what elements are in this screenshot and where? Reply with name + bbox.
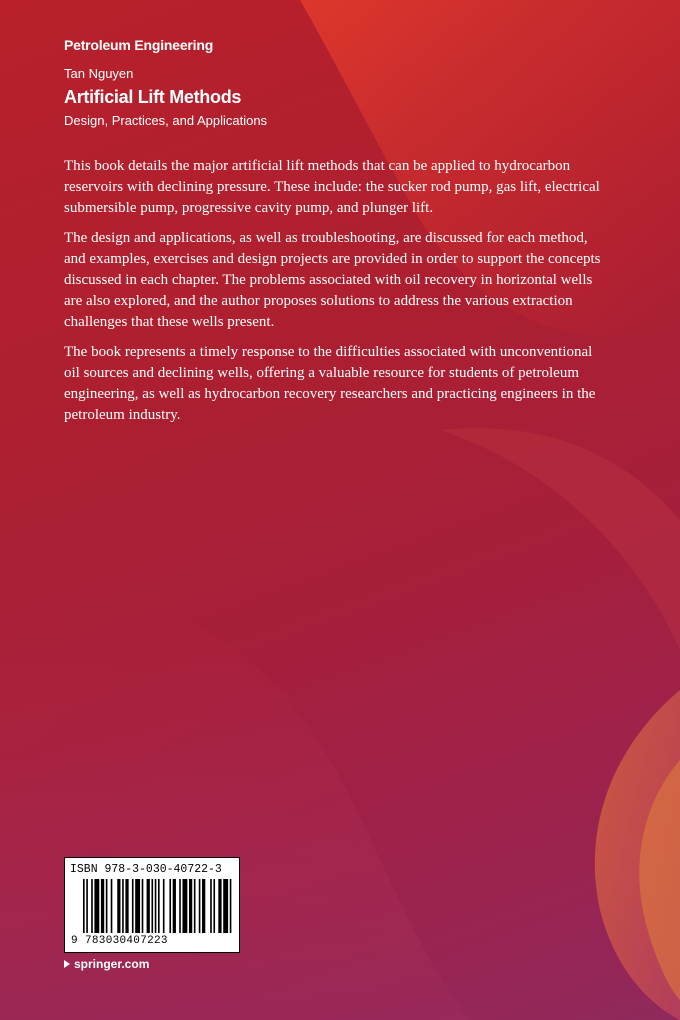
book-subtitle: Design, Practices, and Applications (64, 113, 268, 128)
barcode-bar (125, 879, 128, 933)
barcode-bar (169, 879, 171, 933)
barcode-digits: 783030407223 (85, 935, 168, 947)
barcode-bar (218, 879, 221, 933)
barcode-lead-digit: 9 (71, 935, 78, 947)
description-paragraph: The design and applications, as well as troubleshooting, are discussed for each method, and examples, exercises and design projects are provided in order to support the concepts discussed in each chapter. The problems associated with oil recovery in horizontal wells are also explored, and the author proposes solutions to address the various extraction challenges that these wells present. (64, 230, 601, 330)
series-name: Petroleum Engineering (64, 37, 214, 53)
barcode-bar (94, 879, 99, 933)
barcode-bar (147, 879, 150, 933)
description-paragraph: This book details the major artificial lift methods that can be applied to hydrocarbon reservoirs with declining pressure. These include: the sucker rod pump, gas lift, electrical submersible pump, progressive cavity pump, and plunger lift. (64, 158, 600, 216)
book-description (64, 156, 604, 435)
barcode-bar (135, 879, 140, 933)
barcode-bar (163, 879, 165, 933)
barcode-bar (202, 879, 205, 933)
barcode-bar (199, 879, 201, 933)
barcode-bar (223, 879, 228, 933)
publisher-url: springer.com (74, 957, 150, 971)
barcode-bar (151, 879, 153, 933)
barcode-bar (111, 879, 113, 933)
author-name: Tan Nguyen (64, 66, 134, 81)
barcode-bar (86, 879, 88, 933)
barcode-bar (230, 879, 232, 933)
barcode-bar (158, 879, 160, 933)
barcode-bar (155, 879, 157, 933)
barcode-bar (182, 879, 187, 933)
barcode-bar (101, 879, 104, 933)
book-title: Artificial Lift Methods (64, 87, 242, 107)
barcode-bars (83, 879, 233, 933)
barcode-bar (194, 879, 196, 933)
barcode-bar (213, 879, 215, 933)
barcode-bar (179, 879, 181, 933)
isbn-label: ISBN 978-3-030-40722-3 (70, 863, 222, 876)
arrow-icon (64, 960, 70, 968)
isbn-barcode (64, 857, 240, 953)
barcode-bar (142, 879, 144, 933)
barcode-bar (122, 879, 124, 933)
barcode-bar (189, 879, 192, 933)
barcode-bar (210, 879, 212, 933)
description-paragraph: The book represents a timely response to the difficulties associated with unconventional oil sources and declining wells, offering a valuable resource for students of petroleum engineering, as well as hydrocarbon recovery researchers and practicing engineers in the petroleum industry. (64, 344, 596, 423)
barcode-bar (117, 879, 120, 933)
barcode-bar (173, 879, 176, 933)
publisher-link[interactable] (64, 957, 149, 971)
barcode-bar (132, 879, 134, 933)
barcode-bar (106, 879, 108, 933)
barcode-bar (91, 879, 93, 933)
barcode-bar (83, 879, 85, 933)
